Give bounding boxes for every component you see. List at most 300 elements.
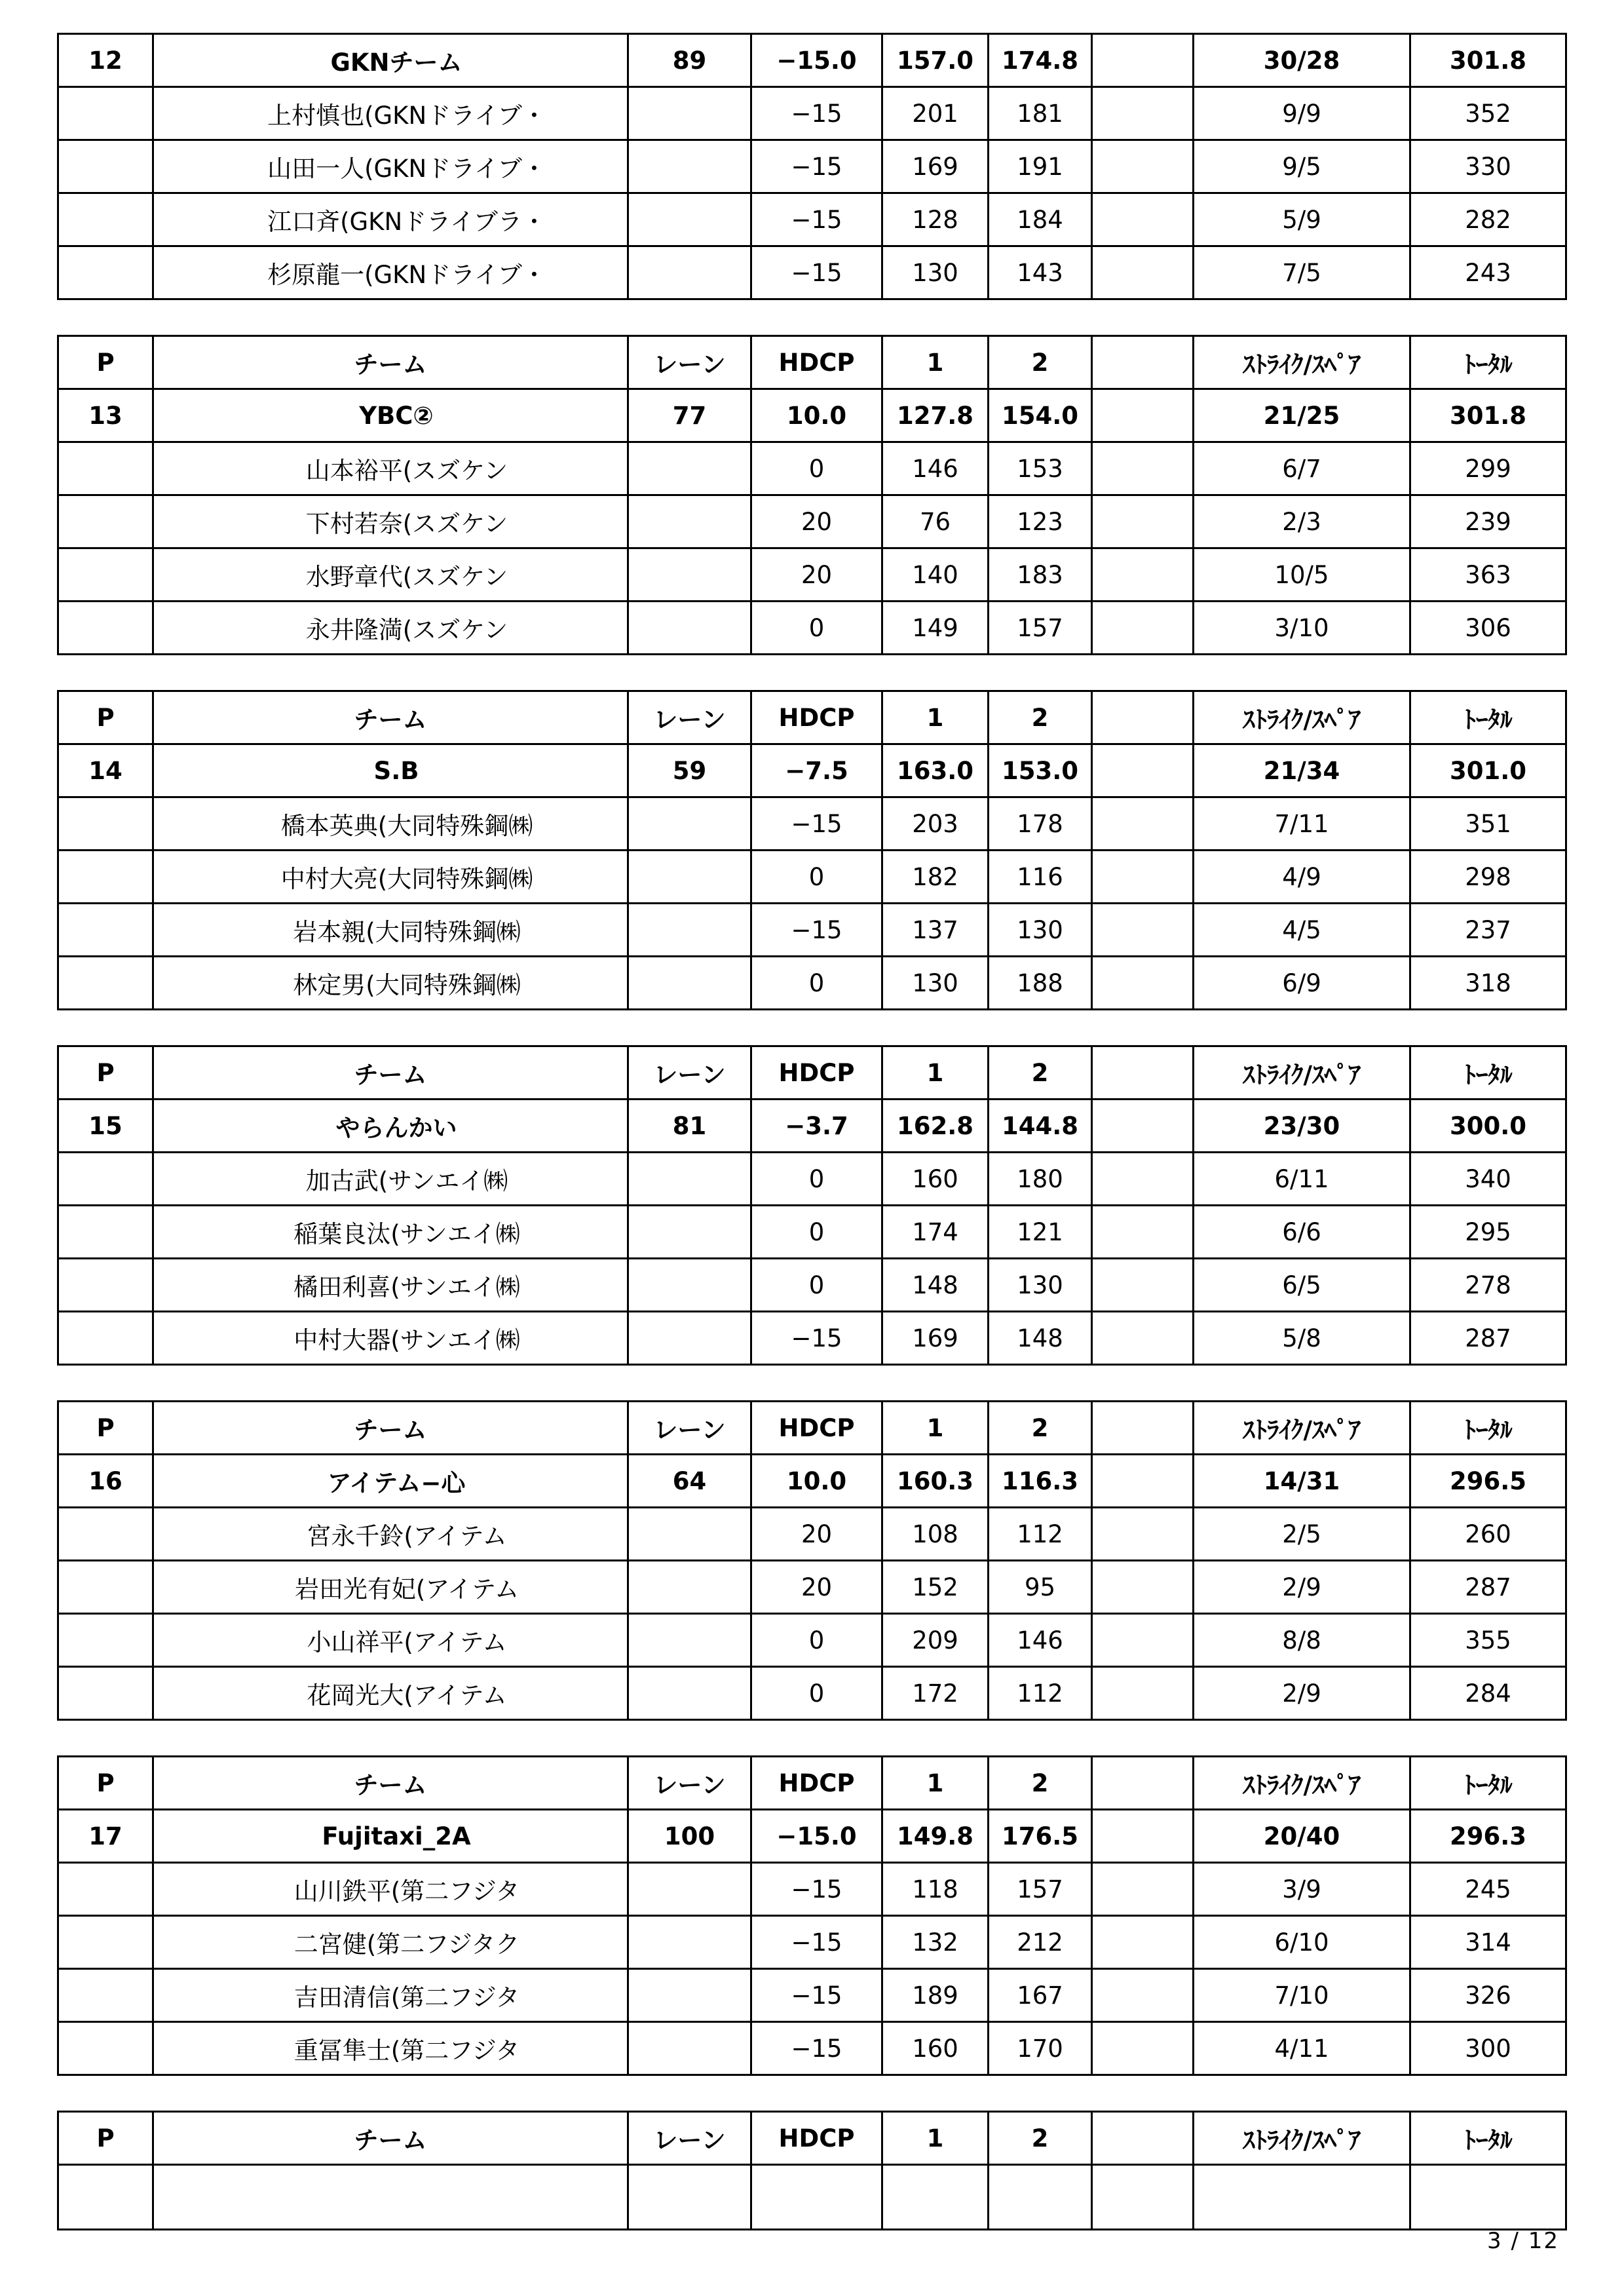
member-blank xyxy=(1092,442,1194,495)
member-hdcp: −15 xyxy=(751,797,882,851)
member-blank xyxy=(1092,1916,1194,1969)
team-total: 296.5 xyxy=(1410,1455,1566,1508)
team-total: 301.0 xyxy=(1410,744,1566,797)
header-blank xyxy=(1092,1402,1194,1455)
header-row xyxy=(58,691,1566,744)
header-team: チーム xyxy=(153,691,628,744)
member-blank xyxy=(1092,495,1194,548)
member-strike-spare: 6/6 xyxy=(1194,1206,1410,1259)
team-blank xyxy=(1092,1455,1194,1508)
member-total: 287 xyxy=(1410,1312,1566,1365)
member-total: 326 xyxy=(1410,1969,1566,2022)
member-total: 352 xyxy=(1410,87,1566,140)
member-blank xyxy=(1092,246,1194,299)
team-lane: 77 xyxy=(628,389,751,442)
header-game2: 2 xyxy=(989,336,1092,389)
member-lane xyxy=(628,957,751,1010)
member-hdcp: −15 xyxy=(751,1863,882,1916)
team-blank xyxy=(1092,389,1194,442)
member-game2: 153 xyxy=(989,442,1092,495)
member-strike-spare: 6/11 xyxy=(1194,1153,1410,1206)
member-strike-spare: 6/7 xyxy=(1194,442,1410,495)
team-game2: 144.8 xyxy=(989,1100,1092,1153)
member-position xyxy=(58,1614,153,1667)
member-game1: 148 xyxy=(882,1259,989,1312)
header-total: ﾄｰﾀﾙ xyxy=(1410,1046,1566,1100)
header-p: P xyxy=(58,336,153,389)
member-hdcp: 0 xyxy=(751,1153,882,1206)
header-game1: 1 xyxy=(882,2112,989,2165)
member-row xyxy=(58,1312,1566,1365)
team-position: 17 xyxy=(58,1810,153,1863)
member-position xyxy=(58,1508,153,1561)
team-block xyxy=(57,690,1567,1010)
member-lane xyxy=(628,904,751,957)
team-blank xyxy=(1092,1100,1194,1153)
member-hdcp: −15 xyxy=(751,87,882,140)
member-game1: 130 xyxy=(882,957,989,1010)
member-position xyxy=(58,87,153,140)
member-strike-spare: 7/5 xyxy=(1194,246,1410,299)
header-row xyxy=(58,2112,1566,2165)
team-block xyxy=(57,1045,1567,1366)
header-blank xyxy=(1092,691,1194,744)
member-hdcp: 20 xyxy=(751,1561,882,1614)
team-name: S.B xyxy=(153,744,628,797)
header-game2: 2 xyxy=(989,1757,1092,1810)
member-blank xyxy=(1092,1508,1194,1561)
member-strike-spare: 4/9 xyxy=(1194,851,1410,904)
header-total: ﾄｰﾀﾙ xyxy=(1410,691,1566,744)
member-strike-spare: 3/10 xyxy=(1194,602,1410,655)
member-game2: 123 xyxy=(989,495,1092,548)
team-lane: 59 xyxy=(628,744,751,797)
member-row xyxy=(58,246,1566,299)
team-game2: 176.5 xyxy=(989,1810,1092,1863)
member-strike-spare: 5/9 xyxy=(1194,193,1410,246)
header-strike-spare: ｽﾄﾗｲｸ/ｽﾍﾟｱ xyxy=(1194,1402,1410,1455)
member-game2: 170 xyxy=(989,2022,1092,2075)
member-total: 355 xyxy=(1410,1614,1566,1667)
header-strike-spare: ｽﾄﾗｲｸ/ｽﾍﾟｱ xyxy=(1194,336,1410,389)
header-game1: 1 xyxy=(882,336,989,389)
member-blank xyxy=(1092,1561,1194,1614)
member-lane xyxy=(628,1312,751,1365)
member-blank xyxy=(1092,87,1194,140)
member-total: 278 xyxy=(1410,1259,1566,1312)
member-name: 吉田清信(第二フジタ xyxy=(153,1969,628,2022)
team-total: 300.0 xyxy=(1410,1100,1566,1153)
member-name: 岩本親(大同特殊鋼㈱ xyxy=(153,904,628,957)
member-total: 287 xyxy=(1410,1561,1566,1614)
member-game2: 183 xyxy=(989,548,1092,602)
team-block xyxy=(57,335,1567,655)
member-strike-spare: 6/5 xyxy=(1194,1259,1410,1312)
member-row xyxy=(58,140,1566,193)
member-strike-spare: 2/5 xyxy=(1194,1508,1410,1561)
member-strike-spare: 2/9 xyxy=(1194,1667,1410,1720)
member-strike-spare: 6/9 xyxy=(1194,957,1410,1010)
empty-cell xyxy=(1092,2165,1194,2230)
team-hdcp: −7.5 xyxy=(751,744,882,797)
header-team: チーム xyxy=(153,1757,628,1810)
member-game1: 169 xyxy=(882,140,989,193)
header-team: チーム xyxy=(153,1046,628,1100)
member-position xyxy=(58,140,153,193)
member-game2: 178 xyxy=(989,797,1092,851)
member-lane xyxy=(628,2022,751,2075)
header-lane: レーン xyxy=(628,1402,751,1455)
member-game2: 112 xyxy=(989,1508,1092,1561)
member-blank xyxy=(1092,2022,1194,2075)
header-strike-spare: ｽﾄﾗｲｸ/ｽﾍﾟｱ xyxy=(1194,691,1410,744)
member-name: 加古武(サンエイ㈱ xyxy=(153,1153,628,1206)
member-blank xyxy=(1092,851,1194,904)
member-strike-spare: 4/5 xyxy=(1194,904,1410,957)
member-name: 上村慎也(GKNドライブ・ xyxy=(153,87,628,140)
member-blank xyxy=(1092,1312,1194,1365)
team-hdcp: 10.0 xyxy=(751,389,882,442)
member-strike-spare: 10/5 xyxy=(1194,548,1410,602)
member-blank xyxy=(1092,548,1194,602)
member-lane xyxy=(628,797,751,851)
member-blank xyxy=(1092,193,1194,246)
team-total: 301.8 xyxy=(1410,389,1566,442)
member-game2: 184 xyxy=(989,193,1092,246)
team-lane: 64 xyxy=(628,1455,751,1508)
member-strike-spare: 2/3 xyxy=(1194,495,1410,548)
header-p: P xyxy=(58,2112,153,2165)
member-game2: 130 xyxy=(989,1259,1092,1312)
member-position xyxy=(58,1259,153,1312)
member-game1: 137 xyxy=(882,904,989,957)
member-lane xyxy=(628,1916,751,1969)
member-name: 中村大亮(大同特殊鋼㈱ xyxy=(153,851,628,904)
member-game2: 121 xyxy=(989,1206,1092,1259)
team-hdcp: −3.7 xyxy=(751,1100,882,1153)
team-row xyxy=(58,1455,1566,1508)
member-total: 330 xyxy=(1410,140,1566,193)
team-game1: 162.8 xyxy=(882,1100,989,1153)
member-total: 298 xyxy=(1410,851,1566,904)
header-lane: レーン xyxy=(628,336,751,389)
member-strike-spare: 7/11 xyxy=(1194,797,1410,851)
empty-cell xyxy=(58,2165,153,2230)
member-row xyxy=(58,1667,1566,1720)
member-hdcp: −15 xyxy=(751,2022,882,2075)
member-hdcp: 0 xyxy=(751,1667,882,1720)
results-tables xyxy=(57,33,1565,2265)
team-row xyxy=(58,1100,1566,1153)
member-lane xyxy=(628,495,751,548)
member-blank xyxy=(1092,1863,1194,1916)
header-team: チーム xyxy=(153,336,628,389)
member-total: 295 xyxy=(1410,1206,1566,1259)
member-game1: 189 xyxy=(882,1969,989,2022)
member-position xyxy=(58,851,153,904)
member-blank xyxy=(1092,1969,1194,2022)
member-lane xyxy=(628,1153,751,1206)
member-total: 245 xyxy=(1410,1863,1566,1916)
team-row xyxy=(58,34,1566,87)
member-blank xyxy=(1092,1259,1194,1312)
member-hdcp: 0 xyxy=(751,442,882,495)
member-lane xyxy=(628,1863,751,1916)
header-game1: 1 xyxy=(882,691,989,744)
member-position xyxy=(58,1863,153,1916)
header-blank xyxy=(1092,336,1194,389)
header-blank xyxy=(1092,1757,1194,1810)
member-name: 花岡光大(アイテム xyxy=(153,1667,628,1720)
header-p: P xyxy=(58,1757,153,1810)
header-row xyxy=(58,336,1566,389)
member-row xyxy=(58,602,1566,655)
member-strike-spare: 6/10 xyxy=(1194,1916,1410,1969)
header-hdcp: HDCP xyxy=(751,2112,882,2165)
team-lane: 100 xyxy=(628,1810,751,1863)
header-hdcp: HDCP xyxy=(751,1402,882,1455)
member-position xyxy=(58,1969,153,2022)
team-position: 12 xyxy=(58,34,153,87)
member-total: 237 xyxy=(1410,904,1566,957)
header-row xyxy=(58,1046,1566,1100)
team-game1: 127.8 xyxy=(882,389,989,442)
empty-cell xyxy=(628,2165,751,2230)
header-p: P xyxy=(58,1402,153,1455)
member-game1: 152 xyxy=(882,1561,989,1614)
member-name: 山本裕平(スズケン xyxy=(153,442,628,495)
header-lane: レーン xyxy=(628,1046,751,1100)
header-game1: 1 xyxy=(882,1402,989,1455)
member-position xyxy=(58,246,153,299)
team-blank xyxy=(1092,1810,1194,1863)
member-game1: 160 xyxy=(882,2022,989,2075)
empty-cell xyxy=(751,2165,882,2230)
team-row xyxy=(58,1810,1566,1863)
member-row xyxy=(58,1863,1566,1916)
member-strike-spare: 9/9 xyxy=(1194,87,1410,140)
header-strike-spare: ｽﾄﾗｲｸ/ｽﾍﾟｱ xyxy=(1194,1757,1410,1810)
member-position xyxy=(58,957,153,1010)
header-blank xyxy=(1092,1046,1194,1100)
member-lane xyxy=(628,1561,751,1614)
team-game1: 149.8 xyxy=(882,1810,989,1863)
member-hdcp: −15 xyxy=(751,904,882,957)
member-lane xyxy=(628,548,751,602)
header-game1: 1 xyxy=(882,1757,989,1810)
member-game2: 112 xyxy=(989,1667,1092,1720)
member-strike-spare: 3/9 xyxy=(1194,1863,1410,1916)
team-game1: 157.0 xyxy=(882,34,989,87)
empty-cell xyxy=(1194,2165,1410,2230)
member-name: 江口斉(GKNドライブラ・ xyxy=(153,193,628,246)
member-hdcp: 20 xyxy=(751,1508,882,1561)
empty-row xyxy=(58,2165,1566,2230)
member-hdcp: 0 xyxy=(751,1614,882,1667)
member-strike-spare: 2/9 xyxy=(1194,1561,1410,1614)
team-game2: 174.8 xyxy=(989,34,1092,87)
member-hdcp: 0 xyxy=(751,602,882,655)
member-row xyxy=(58,548,1566,602)
member-name: 宮永千鈴(アイテム xyxy=(153,1508,628,1561)
member-position xyxy=(58,548,153,602)
member-row xyxy=(58,495,1566,548)
member-name: 中村大器(サンエイ㈱ xyxy=(153,1312,628,1365)
header-hdcp: HDCP xyxy=(751,691,882,744)
member-game2: 146 xyxy=(989,1614,1092,1667)
member-total: 318 xyxy=(1410,957,1566,1010)
member-name: 重冨隼士(第二フジタ xyxy=(153,2022,628,2075)
team-game2: 154.0 xyxy=(989,389,1092,442)
member-game2: 167 xyxy=(989,1969,1092,2022)
header-row xyxy=(58,1757,1566,1810)
team-game1: 163.0 xyxy=(882,744,989,797)
team-hdcp: −15.0 xyxy=(751,34,882,87)
member-name: 二宮健(第二フジタク xyxy=(153,1916,628,1969)
team-block xyxy=(57,1755,1567,2076)
team-game1: 160.3 xyxy=(882,1455,989,1508)
member-game1: 108 xyxy=(882,1508,989,1561)
member-name: 橋本英典(大同特殊鋼㈱ xyxy=(153,797,628,851)
team-game2: 116.3 xyxy=(989,1455,1092,1508)
team-name: YBC② xyxy=(153,389,628,442)
member-lane xyxy=(628,1508,751,1561)
member-total: 300 xyxy=(1410,2022,1566,2075)
header-game2: 2 xyxy=(989,691,1092,744)
member-total: 282 xyxy=(1410,193,1566,246)
member-game1: 201 xyxy=(882,87,989,140)
header-game2: 2 xyxy=(989,1402,1092,1455)
member-blank xyxy=(1092,1153,1194,1206)
member-position xyxy=(58,1561,153,1614)
empty-cell xyxy=(153,2165,628,2230)
member-position xyxy=(58,193,153,246)
member-hdcp: −15 xyxy=(751,246,882,299)
header-hdcp: HDCP xyxy=(751,1046,882,1100)
member-position xyxy=(58,1206,153,1259)
member-hdcp: −15 xyxy=(751,193,882,246)
member-position xyxy=(58,1312,153,1365)
member-name: 岩田光有妃(アイテム xyxy=(153,1561,628,1614)
member-position xyxy=(58,1153,153,1206)
team-hdcp: −15.0 xyxy=(751,1810,882,1863)
member-game2: 191 xyxy=(989,140,1092,193)
member-lane xyxy=(628,87,751,140)
member-name: 山田一人(GKNドライブ・ xyxy=(153,140,628,193)
header-row xyxy=(58,1402,1566,1455)
member-row xyxy=(58,1916,1566,1969)
header-blank xyxy=(1092,2112,1194,2165)
member-hdcp: 20 xyxy=(751,548,882,602)
team-strike-spare: 21/34 xyxy=(1194,744,1410,797)
member-blank xyxy=(1092,602,1194,655)
member-row xyxy=(58,193,1566,246)
header-strike-spare: ｽﾄﾗｲｸ/ｽﾍﾟｱ xyxy=(1194,2112,1410,2165)
member-total: 314 xyxy=(1410,1916,1566,1969)
member-strike-spare: 7/10 xyxy=(1194,1969,1410,2022)
header-p: P xyxy=(58,1046,153,1100)
member-blank xyxy=(1092,957,1194,1010)
page-number: 3 / 12 xyxy=(1487,2228,1559,2254)
member-game2: 143 xyxy=(989,246,1092,299)
member-position xyxy=(58,495,153,548)
member-total: 284 xyxy=(1410,1667,1566,1720)
member-row xyxy=(58,2022,1566,2075)
team-name: GKNチーム xyxy=(153,34,628,87)
empty-cell xyxy=(1410,2165,1566,2230)
member-row xyxy=(58,797,1566,851)
member-hdcp: 0 xyxy=(751,851,882,904)
team-strike-spare: 20/40 xyxy=(1194,1810,1410,1863)
team-game2: 153.0 xyxy=(989,744,1092,797)
member-game1: 169 xyxy=(882,1312,989,1365)
member-position xyxy=(58,904,153,957)
member-row xyxy=(58,1561,1566,1614)
member-row xyxy=(58,1153,1566,1206)
member-lane xyxy=(628,442,751,495)
member-position xyxy=(58,602,153,655)
header-lane: レーン xyxy=(628,691,751,744)
member-total: 299 xyxy=(1410,442,1566,495)
member-row xyxy=(58,87,1566,140)
member-hdcp: 0 xyxy=(751,1206,882,1259)
member-game1: 182 xyxy=(882,851,989,904)
team-name: Fujitaxi_2A xyxy=(153,1810,628,1863)
member-game1: 149 xyxy=(882,602,989,655)
member-strike-spare: 5/8 xyxy=(1194,1312,1410,1365)
header-lane: レーン xyxy=(628,2112,751,2165)
member-row xyxy=(58,1259,1566,1312)
member-hdcp: 20 xyxy=(751,495,882,548)
team-strike-spare: 21/25 xyxy=(1194,389,1410,442)
team-position: 15 xyxy=(58,1100,153,1153)
member-hdcp: 0 xyxy=(751,957,882,1010)
member-blank xyxy=(1092,1206,1194,1259)
member-blank xyxy=(1092,1667,1194,1720)
member-game2: 157 xyxy=(989,1863,1092,1916)
member-total: 340 xyxy=(1410,1153,1566,1206)
member-blank xyxy=(1092,1614,1194,1667)
member-game2: 95 xyxy=(989,1561,1092,1614)
member-name: 小山祥平(アイテム xyxy=(153,1614,628,1667)
member-lane xyxy=(628,1259,751,1312)
member-name: 林定男(大同特殊鋼㈱ xyxy=(153,957,628,1010)
member-hdcp: −15 xyxy=(751,140,882,193)
member-row xyxy=(58,957,1566,1010)
member-name: 下村若奈(スズケン xyxy=(153,495,628,548)
team-total: 301.8 xyxy=(1410,34,1566,87)
member-game1: 203 xyxy=(882,797,989,851)
member-game1: 132 xyxy=(882,1916,989,1969)
header-game2: 2 xyxy=(989,2112,1092,2165)
member-total: 351 xyxy=(1410,797,1566,851)
member-strike-spare: 4/11 xyxy=(1194,2022,1410,2075)
member-row xyxy=(58,851,1566,904)
team-total: 296.3 xyxy=(1410,1810,1566,1863)
member-lane xyxy=(628,1667,751,1720)
member-total: 306 xyxy=(1410,602,1566,655)
member-game2: 116 xyxy=(989,851,1092,904)
member-position xyxy=(58,1916,153,1969)
member-name: 橘田利喜(サンエイ㈱ xyxy=(153,1259,628,1312)
team-position: 16 xyxy=(58,1455,153,1508)
header-strike-spare: ｽﾄﾗｲｸ/ｽﾍﾟｱ xyxy=(1194,1046,1410,1100)
header-total: ﾄｰﾀﾙ xyxy=(1410,1402,1566,1455)
member-lane xyxy=(628,193,751,246)
member-lane xyxy=(628,602,751,655)
member-position xyxy=(58,442,153,495)
member-total: 243 xyxy=(1410,246,1566,299)
